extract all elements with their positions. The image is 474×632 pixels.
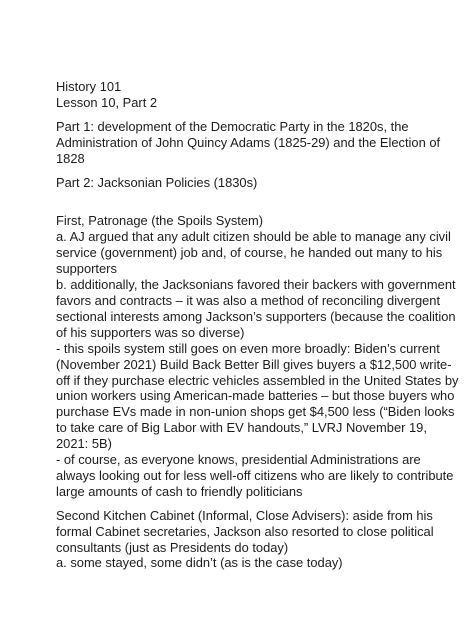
section2-paragraph: Second Kitchen Cabinet (Informal, Close Advisers): aside from his formal Cabinet secretaries, Jackson also resorted to close political consultants (just as Presidents do today) [56,507,434,555]
section1-item-spoils: - this spoils system still goes on even more broadly: Biden’s current (November 2021) Build Back Better Bill gives buyers a $12,500 write-off if they purchase electric vehicles assembled in the United States by union workers using American-made batteries – but those buyers who purchase EVs made in non-union shops get $4,500 less (“Biden looks to take care of Big Labor with EV handouts,” LVRJ November 19, 2021: 5B) [56,340,459,452]
section1-item-b: b. additionally, the Jacksonians favored their backers with government favors and contracts – it was also a method of reconciling divergent sectional interests among Jackson’s supporters (because the coalition of his supporters was so diverse) [56,277,456,340]
part1-paragraph: Part 1: development of the Democratic Party in the 1820s, the Administration of John Quincy Adams (1825-29) and the Election of 1828 [56,118,441,166]
lesson-title: Lesson 10, Part 2 [56,94,158,110]
course-title: History 101 [56,79,122,94]
section1-item-a: a. AJ argued that any adult citizen should be able to manage any civil service (government) job and, of course, he handed out many to his supporters [56,229,451,277]
section2-item-a: a. some stayed, some didn’t (as is the case today) [56,555,343,571]
section1-heading: First, Patronage (the Spoils System) [56,213,264,229]
section1-item-administrations: - of course, as everyone knows, presidential Administrations are always looking out for less well-off citizens who are likely to contribute large amounts of cash to friendly politicians [56,452,454,499]
document-body [56,79,462,571]
part2-paragraph: Part 2: Jacksonian Policies (1830s) [56,174,258,190]
